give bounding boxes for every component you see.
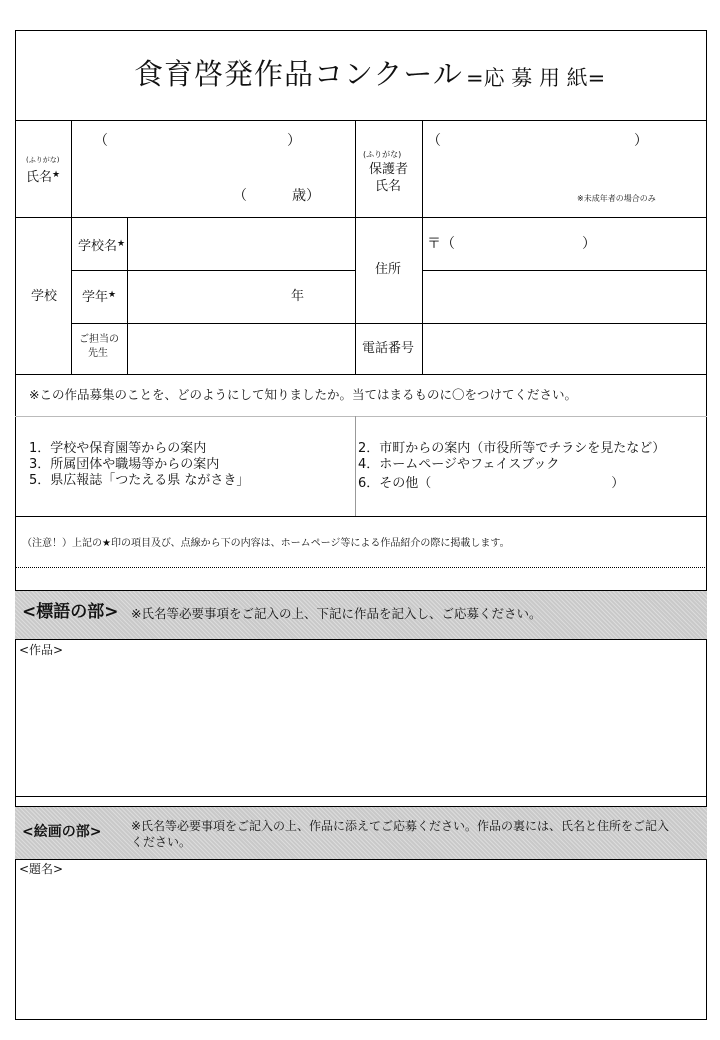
- name-input[interactable]: [76, 160, 346, 184]
- slogan-work-area[interactable]: [16, 660, 706, 794]
- survey-other-input[interactable]: [431, 473, 611, 487]
- painting-title-area[interactable]: [16, 880, 706, 1016]
- survey-option[interactable]: 5．県広報誌「つたえる県 ながさき」: [29, 473, 250, 488]
- painting-field-label: <題名>: [19, 862, 64, 876]
- phone-input[interactable]: [427, 328, 703, 370]
- painting-heading: <絵画の部>: [22, 824, 102, 840]
- survey-options-right: [358, 441, 703, 492]
- divider: [15, 217, 707, 218]
- teacher-label-2: 先生: [88, 348, 108, 359]
- postal-code-input[interactable]: [460, 230, 578, 256]
- guardian-paren-open: （: [427, 133, 441, 149]
- painting-instruction-2: ください。: [131, 835, 192, 849]
- guardian-label-2: 氏名: [375, 179, 402, 194]
- divider: [71, 323, 707, 324]
- divider: [422, 120, 423, 374]
- required-star: ★: [52, 170, 61, 180]
- furigana-label: (ふりがな): [26, 156, 60, 164]
- survey-option[interactable]: 1．学校や保育園等からの案内: [29, 441, 207, 456]
- grade-label: 学年★: [82, 290, 117, 305]
- notice-text: （注意！）上記の★印の項目及び、点線から下の内容は、ホームページ等による作品紹介の際に掲載します。: [22, 538, 510, 549]
- furigana-paren-close: ）: [287, 133, 301, 149]
- age-input[interactable]: [250, 186, 290, 208]
- address-label: 住所: [375, 262, 402, 277]
- postal-paren-close: ）: [582, 236, 596, 252]
- address-input[interactable]: [427, 274, 703, 319]
- divider: [355, 416, 356, 516]
- guardian-label-1: 保護者: [369, 162, 409, 177]
- divider: [15, 416, 707, 417]
- minor-note: ※未成年者の場合のみ: [577, 194, 656, 203]
- required-star: ★: [117, 239, 126, 249]
- phone-label: 電話番号: [362, 341, 415, 356]
- guardian-furigana-label: (ふりがな): [363, 150, 402, 159]
- divider: [355, 120, 356, 374]
- survey-option: 6．その他（ ）: [358, 473, 703, 492]
- grade-unit: 年: [291, 289, 305, 304]
- survey-options-left: [29, 441, 349, 489]
- grade-input[interactable]: [132, 276, 282, 318]
- age-paren-open: （: [233, 188, 247, 204]
- slogan-field-label: <作品>: [19, 643, 64, 657]
- survey-question: ※この作品募集のことを、どのようにして知りましたか。当てはまるものに〇をつけてください。: [29, 387, 577, 402]
- slogan-heading: <標語の部>: [22, 602, 119, 622]
- divider: [15, 516, 707, 517]
- teacher-label-1: ご担当の: [79, 334, 119, 345]
- name-label: 氏名★: [26, 170, 61, 185]
- divider: [71, 270, 355, 271]
- dotted-divider: [15, 567, 707, 568]
- painting-instruction-1: ※氏名等必要事項をご記入の上、作品に添えてご応募ください。作品の裏には、氏名と住所をご記入: [131, 819, 670, 833]
- guardian-name-input[interactable]: [440, 130, 630, 180]
- age-unit: 歳）: [292, 188, 320, 204]
- divider: [422, 270, 707, 271]
- divider: [15, 374, 707, 375]
- school-name-input[interactable]: [132, 222, 350, 266]
- form-title: 食育啓発作品コンクール: [134, 57, 463, 91]
- form-subtitle: =応 募 用 紙=: [466, 66, 606, 90]
- furigana-paren-open: （: [94, 133, 108, 149]
- guardian-paren-close: ）: [634, 133, 648, 149]
- divider: [127, 217, 128, 374]
- furigana-input[interactable]: [110, 130, 282, 154]
- slogan-instruction: ※氏名等必要事項をご記入の上、下記に作品を記入し、ご応募ください。: [131, 606, 542, 621]
- postal-code-mark: 〒（: [427, 236, 455, 252]
- school-label: 学校: [31, 289, 58, 304]
- divider: [15, 120, 707, 121]
- teacher-input[interactable]: [132, 328, 350, 370]
- school-name-label: 学校名★: [78, 239, 126, 254]
- survey-option[interactable]: 3．所属団体や職場等からの案内: [29, 457, 220, 472]
- survey-option[interactable]: 2．市町からの案内（市役所等でチラシを見たなど）: [358, 441, 666, 456]
- divider: [15, 796, 707, 797]
- survey-option[interactable]: 4．ホームページやフェイスブック: [358, 457, 560, 472]
- divider: [71, 120, 72, 374]
- required-star: ★: [108, 290, 117, 300]
